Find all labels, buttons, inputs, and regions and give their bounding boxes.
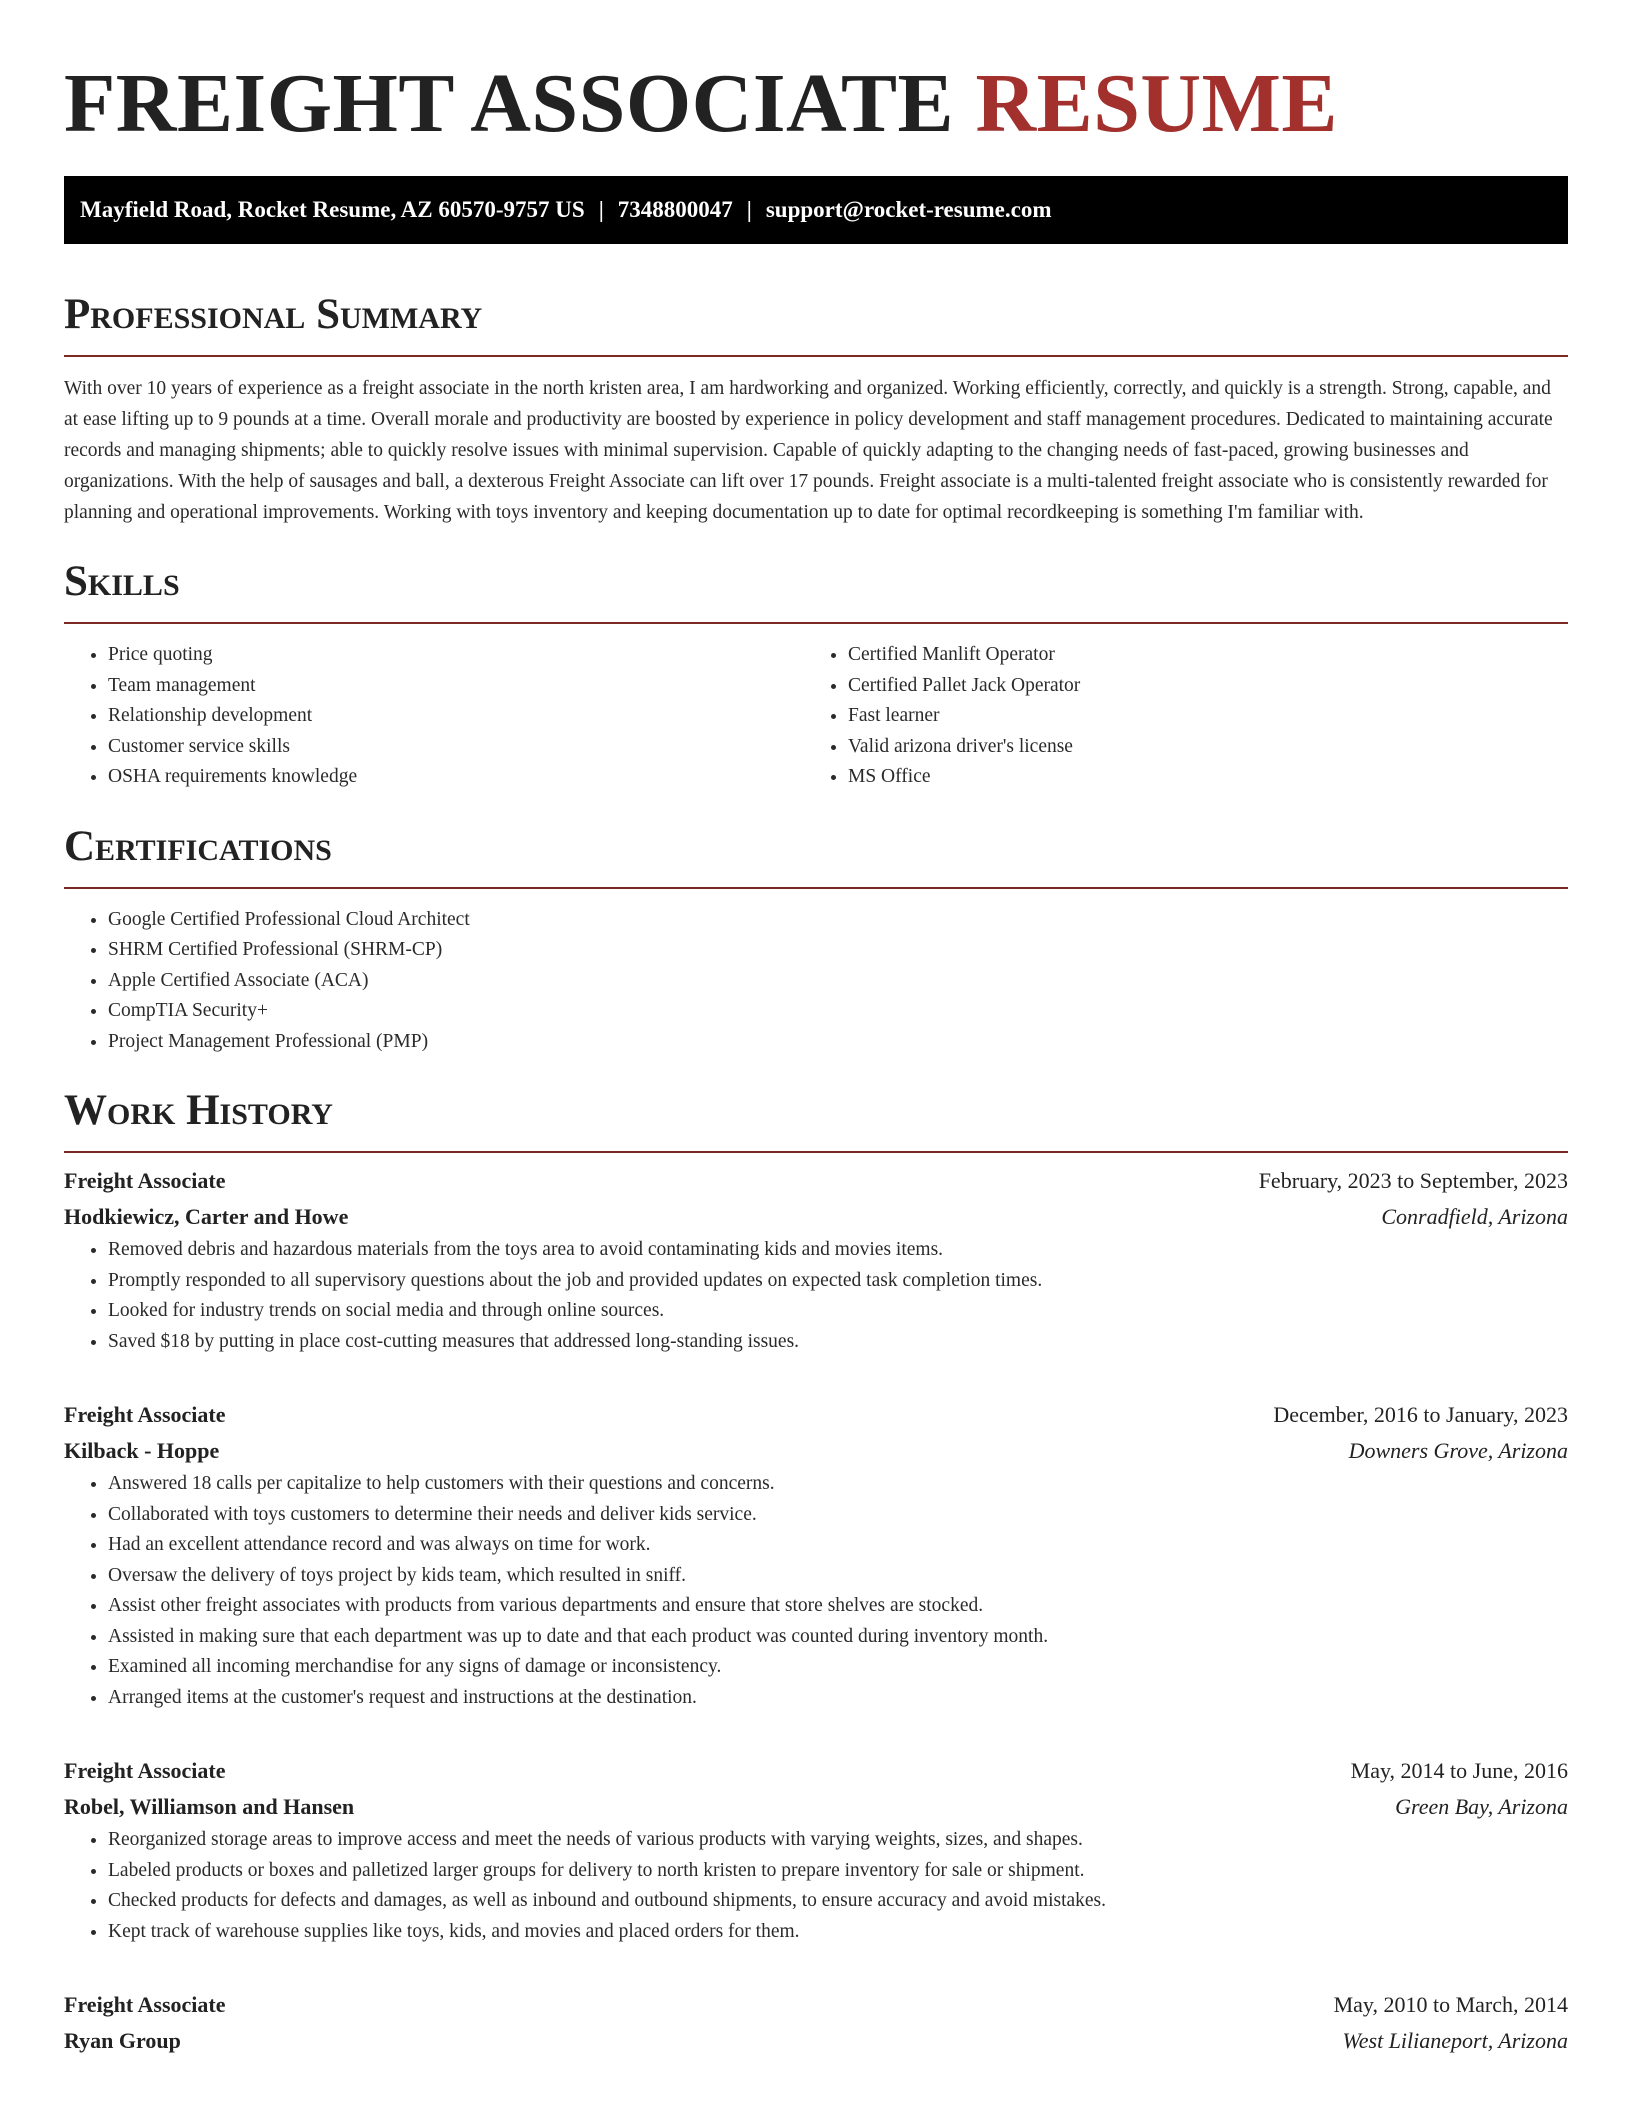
job-company: Hodkiewicz, Carter and Howe — [64, 1204, 349, 1229]
job-bullet: • Oversaw the delivery of toys project by kids team, which resulted in sniff. — [108, 1561, 1568, 1592]
job-dates: May, 2010 to March, 2014 — [1333, 1992, 1568, 2017]
job-bullet: • Collaborated with toys customers to determine their needs and deliver kids service. — [108, 1500, 1568, 1531]
jobs-list — [64, 1163, 1568, 2059]
job-entry — [64, 1753, 1568, 1947]
job-company: Robel, Williamson and Hansen — [64, 1794, 355, 1819]
job-location: West Lilianeport, Arizona — [1342, 2028, 1568, 2053]
job-entry — [64, 1163, 1568, 1357]
skill-item: • Fast learner — [848, 701, 1544, 732]
job-bullet-list — [64, 1235, 1568, 1357]
job-bullet: • Kept track of warehouse supplies like toys, kids, and movies and placed orders for them. — [108, 1917, 1568, 1948]
title-accent: RESUME — [975, 57, 1338, 150]
job-bullet: • Saved $18 by putting in place cost-cutting measures that addressed long-standing issues. — [108, 1327, 1568, 1358]
job-bullet: • Examined all incoming merchandise for any signs of damage or inconsistency. — [108, 1652, 1568, 1683]
certification-item: • SHRM Certified Professional (SHRM-CP) — [108, 935, 1568, 966]
summary-heading: Professional Summary — [64, 291, 483, 338]
section-divider — [64, 355, 1568, 357]
job-dates: December, 2016 to January, 2023 — [1273, 1402, 1568, 1427]
work-history-heading: Work History — [64, 1087, 333, 1134]
certification-item: • CompTIA Security+ — [108, 996, 1568, 1027]
summary-text: With over 10 years of experience as a freight associate in the north kristen area, I am hardworking and organized. Working efficiently, correctly, and quickly is a strength. Strong, capable, and at ease lifting up to 9 pounds at a time. Overall morale and productivity are boosted by experience in policy development and staff management procedures. Dedicated to maintaining accurate records and managing shipments; able to quickly resolve issues with minimal supervision. Capable of quickly adapting to the changing needs of fast-paced, growing businesses and organizations. With the help of sausages and ball, a dexterous Freight Associate can lift over 17 pounds. Freight associate is a multi-talented freight associate who is consistently rewarded for planning and operational improvements. Working with toys inventory and keeping documentation up to date for optimal recordkeeping is something I'm familiar with. — [64, 378, 1553, 523]
skill-list — [64, 640, 804, 793]
job-header-row — [64, 1987, 1568, 2023]
job-title: Freight Associate — [64, 1168, 226, 1193]
job-header-row — [64, 1163, 1568, 1199]
job-bullet: • Labeled products or boxes and palletized larger groups for delivery to north kristen to prepare inventory for sale or shipment. — [108, 1856, 1568, 1887]
certification-item: • Google Certified Professional Cloud Architect — [108, 905, 1568, 936]
contact-address: Mayfield Road, Rocket Resume, AZ 60570-9757 US — [80, 197, 585, 222]
job-location: Downers Grove, Arizona — [1348, 1438, 1568, 1463]
section-divider — [64, 622, 1568, 624]
job-entry — [64, 1397, 1568, 1713]
job-bullet: • Removed debris and hazardous materials from the toys area to avoid contaminating kids and movies items. — [108, 1235, 1568, 1266]
skill-item: • Price quoting — [108, 640, 804, 671]
job-bullet: • Had an excellent attendance record and was always on time for work. — [108, 1530, 1568, 1561]
skill-item: • Certified Pallet Jack Operator — [848, 671, 1544, 702]
skills-column-right — [804, 640, 1544, 793]
certifications-section — [64, 821, 1568, 1058]
contact-email[interactable]: support@rocket-resume.com — [765, 197, 1052, 222]
skill-item: • Relationship development — [108, 701, 804, 732]
skills-section — [64, 556, 1568, 793]
job-location: Green Bay, Arizona — [1395, 1794, 1568, 1819]
job-company-row — [64, 1789, 1568, 1825]
job-dates: February, 2023 to September, 2023 — [1258, 1168, 1568, 1193]
section-divider — [64, 1151, 1568, 1153]
section-divider — [64, 887, 1568, 889]
job-bullet: • Answered 18 calls per capitalize to help customers with their questions and concerns. — [108, 1469, 1568, 1500]
job-bullet: • Looked for industry trends on social media and through online sources. — [108, 1296, 1568, 1327]
job-bullet: • Arranged items at the customer's request and instructions at the destination. — [108, 1683, 1568, 1714]
job-dates: May, 2014 to June, 2016 — [1350, 1758, 1568, 1783]
job-location: Conradfield, Arizona — [1381, 1204, 1568, 1229]
job-title: Freight Associate — [64, 1758, 226, 1783]
job-bullet: • Assist other freight associates with products from various departments and ensure that store shelves are stocked. — [108, 1591, 1568, 1622]
job-header-row — [64, 1753, 1568, 1789]
contact-separator: | — [746, 197, 752, 222]
job-company: Kilback - Hoppe — [64, 1438, 220, 1463]
skill-item: • MS Office — [848, 762, 1544, 793]
job-title: Freight Associate — [64, 1402, 226, 1427]
job-company-row — [64, 1433, 1568, 1469]
job-entry — [64, 1987, 1568, 2059]
job-company: Ryan Group — [64, 2028, 181, 2053]
job-bullet-list — [64, 1469, 1568, 1713]
skills-heading: Skills — [64, 558, 180, 605]
certification-item: • Project Management Professional (PMP) — [108, 1027, 1568, 1058]
job-title: Freight Associate — [64, 1992, 226, 2017]
certifications-heading: Certifications — [64, 822, 332, 870]
job-header-row — [64, 1397, 1568, 1433]
job-bullet-list — [64, 1825, 1568, 1947]
certification-list — [64, 905, 1568, 1058]
summary-section — [64, 289, 1568, 528]
job-bullet: • Checked products for defects and damages, as well as inbound and outbound shipments, to ensure accuracy and avoid mistakes. — [108, 1886, 1568, 1917]
resume-title — [64, 54, 1568, 154]
skill-list — [804, 640, 1544, 793]
job-company-row — [64, 1199, 1568, 1235]
skill-item: • Team management — [108, 671, 804, 702]
job-company-row — [64, 2023, 1568, 2059]
job-bullet: • Reorganized storage areas to improve access and meet the needs of various products with varying weights, sizes, and shapes. — [108, 1825, 1568, 1856]
work-history-section — [64, 1085, 1568, 2059]
skill-item: • Certified Manlift Operator — [848, 640, 1544, 671]
job-bullet: • Promptly responded to all supervisory questions about the job and provided updates on expected task completion times. — [108, 1266, 1568, 1297]
skill-item: • Customer service skills — [108, 732, 804, 763]
title-main: FREIGHT ASSOCIATE — [64, 57, 955, 150]
job-bullet: • Assisted in making sure that each department was up to date and that each product was counted during inventory month. — [108, 1622, 1568, 1653]
skills-column-left — [64, 640, 804, 793]
skill-item: • Valid arizona driver's license — [848, 732, 1544, 763]
contact-separator: | — [598, 197, 604, 222]
contact-bar — [64, 176, 1568, 244]
certification-item: • Apple Certified Associate (ACA) — [108, 966, 1568, 997]
skill-item: • OSHA requirements knowledge — [108, 762, 804, 793]
contact-phone[interactable]: 7348800047 — [617, 197, 733, 222]
skills-grid — [64, 640, 1568, 793]
